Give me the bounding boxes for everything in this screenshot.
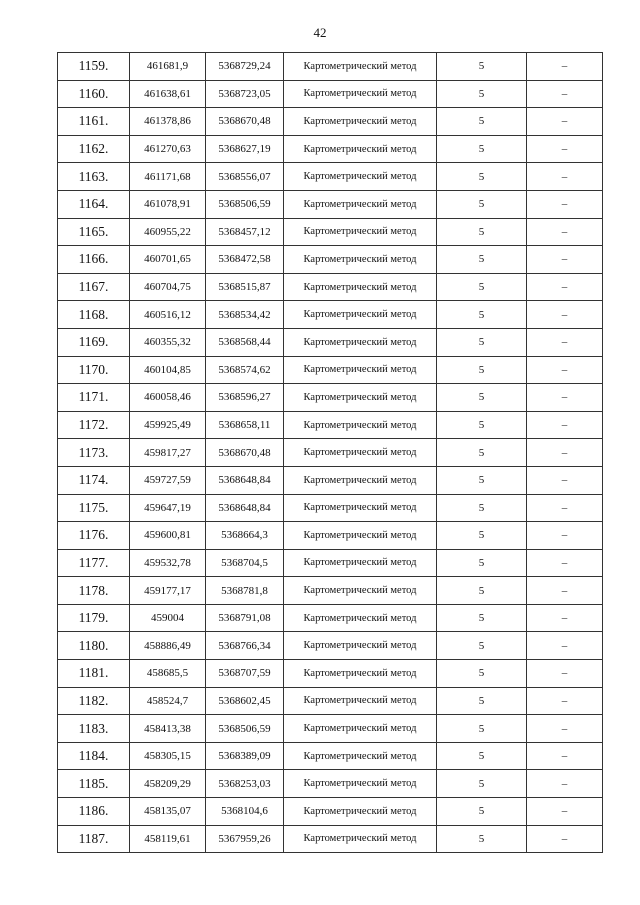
cell-coord-x: 461681,9 — [130, 53, 206, 81]
table-row — [58, 770, 603, 798]
cell-accuracy: 5 — [437, 384, 527, 412]
cell-note: – — [527, 108, 603, 136]
cell-accuracy: 5 — [437, 577, 527, 605]
cell-coord-x: 460955,22 — [130, 218, 206, 246]
cell-coord-y: 5368670,48 — [206, 108, 284, 136]
cell-coord-y: 5368704,5 — [206, 549, 284, 577]
table-row — [58, 301, 603, 329]
cell-note: – — [527, 135, 603, 163]
cell-method: Картометрический метод — [284, 411, 437, 439]
cell-accuracy: 5 — [437, 163, 527, 191]
cell-method: Картометрический метод — [284, 632, 437, 660]
cell-coord-x: 458119,61 — [130, 825, 206, 853]
cell-accuracy: 5 — [437, 715, 527, 743]
cell-note: – — [527, 384, 603, 412]
table-row — [58, 411, 603, 439]
table-row — [58, 577, 603, 605]
cell-accuracy: 5 — [437, 411, 527, 439]
table-row — [58, 549, 603, 577]
cell-note: – — [527, 328, 603, 356]
cell-note: – — [527, 163, 603, 191]
cell-note: – — [527, 356, 603, 384]
cell-point-number: 1164. — [58, 190, 130, 218]
cell-point-number: 1174. — [58, 466, 130, 494]
cell-coord-x: 459647,19 — [130, 494, 206, 522]
table-row — [58, 53, 603, 81]
cell-accuracy: 5 — [437, 273, 527, 301]
cell-method: Картометрический метод — [284, 218, 437, 246]
table-row — [58, 439, 603, 467]
cell-coord-y: 5368457,12 — [206, 218, 284, 246]
cell-coord-y: 5368506,59 — [206, 190, 284, 218]
cell-accuracy: 5 — [437, 494, 527, 522]
table-row — [58, 384, 603, 412]
cell-coord-x: 460704,75 — [130, 273, 206, 301]
table-row — [58, 135, 603, 163]
cell-method: Картометрический метод — [284, 742, 437, 770]
table-row — [58, 798, 603, 826]
cell-coord-x: 459177,17 — [130, 577, 206, 605]
cell-point-number: 1172. — [58, 411, 130, 439]
cell-method: Картометрический метод — [284, 522, 437, 550]
cell-method: Картометрический метод — [284, 825, 437, 853]
cell-coord-y: 5368506,59 — [206, 715, 284, 743]
cell-coord-y: 5368766,34 — [206, 632, 284, 660]
cell-point-number: 1169. — [58, 328, 130, 356]
cell-point-number: 1182. — [58, 687, 130, 715]
cell-coord-y: 5368627,19 — [206, 135, 284, 163]
cell-coord-x: 459004 — [130, 604, 206, 632]
table-row — [58, 632, 603, 660]
cell-point-number: 1186. — [58, 798, 130, 826]
cell-method: Картометрический метод — [284, 301, 437, 329]
cell-point-number: 1177. — [58, 549, 130, 577]
cell-note: – — [527, 549, 603, 577]
cell-point-number: 1159. — [58, 53, 130, 81]
cell-point-number: 1181. — [58, 660, 130, 688]
cell-coord-x: 459817,27 — [130, 439, 206, 467]
cell-note: – — [527, 53, 603, 81]
cell-coord-y: 5368781,8 — [206, 577, 284, 605]
cell-point-number: 1167. — [58, 273, 130, 301]
cell-note: – — [527, 715, 603, 743]
table-row — [58, 108, 603, 136]
cell-coord-x: 458524,7 — [130, 687, 206, 715]
cell-point-number: 1184. — [58, 742, 130, 770]
cell-coord-x: 459727,59 — [130, 466, 206, 494]
cell-point-number: 1165. — [58, 218, 130, 246]
cell-accuracy: 5 — [437, 549, 527, 577]
cell-accuracy: 5 — [437, 604, 527, 632]
cell-accuracy: 5 — [437, 687, 527, 715]
cell-accuracy: 5 — [437, 466, 527, 494]
cell-method: Картометрический метод — [284, 80, 437, 108]
cell-coord-y: 5368253,03 — [206, 770, 284, 798]
cell-accuracy: 5 — [437, 246, 527, 274]
cell-note: – — [527, 273, 603, 301]
cell-coord-y: 5368568,44 — [206, 328, 284, 356]
table-row — [58, 825, 603, 853]
cell-accuracy: 5 — [437, 80, 527, 108]
cell-coord-y: 5368648,84 — [206, 466, 284, 494]
cell-accuracy: 5 — [437, 798, 527, 826]
cell-coord-x: 458413,38 — [130, 715, 206, 743]
cell-method: Картометрический метод — [284, 687, 437, 715]
cell-coord-y: 5368648,84 — [206, 494, 284, 522]
cell-point-number: 1173. — [58, 439, 130, 467]
cell-method: Картометрический метод — [284, 273, 437, 301]
cell-coord-y: 5368534,42 — [206, 301, 284, 329]
cell-point-number: 1160. — [58, 80, 130, 108]
cell-point-number: 1161. — [58, 108, 130, 136]
cell-note: – — [527, 770, 603, 798]
cell-coord-y: 5368104,6 — [206, 798, 284, 826]
cell-coord-x: 458135,07 — [130, 798, 206, 826]
cell-accuracy: 5 — [437, 770, 527, 798]
table-row — [58, 522, 603, 550]
cell-method: Картометрический метод — [284, 53, 437, 81]
cell-note: – — [527, 660, 603, 688]
cell-accuracy: 5 — [437, 632, 527, 660]
cell-note: – — [527, 466, 603, 494]
cell-note: – — [527, 742, 603, 770]
cell-point-number: 1180. — [58, 632, 130, 660]
cell-coord-y: 5368472,58 — [206, 246, 284, 274]
cell-point-number: 1163. — [58, 163, 130, 191]
cell-note: – — [527, 632, 603, 660]
cell-method: Картометрический метод — [284, 108, 437, 136]
cell-coord-x: 461171,68 — [130, 163, 206, 191]
cell-accuracy: 5 — [437, 356, 527, 384]
cell-method: Картометрический метод — [284, 190, 437, 218]
coordinates-table-body — [58, 53, 603, 853]
cell-note: – — [527, 190, 603, 218]
cell-point-number: 1178. — [58, 577, 130, 605]
table-row — [58, 190, 603, 218]
cell-accuracy: 5 — [437, 328, 527, 356]
cell-point-number: 1171. — [58, 384, 130, 412]
cell-method: Картометрический метод — [284, 798, 437, 826]
cell-note: – — [527, 494, 603, 522]
cell-coord-x: 461078,91 — [130, 190, 206, 218]
cell-method: Картометрический метод — [284, 604, 437, 632]
cell-coord-y: 5368596,27 — [206, 384, 284, 412]
cell-note: – — [527, 687, 603, 715]
cell-coord-x: 459600,81 — [130, 522, 206, 550]
cell-method: Картометрический метод — [284, 466, 437, 494]
cell-accuracy: 5 — [437, 522, 527, 550]
cell-coord-x: 458209,29 — [130, 770, 206, 798]
table-row — [58, 218, 603, 246]
cell-point-number: 1183. — [58, 715, 130, 743]
cell-method: Картометрический метод — [284, 549, 437, 577]
cell-point-number: 1162. — [58, 135, 130, 163]
cell-coord-x: 460355,32 — [130, 328, 206, 356]
cell-accuracy: 5 — [437, 108, 527, 136]
cell-coord-x: 461638,61 — [130, 80, 206, 108]
cell-note: – — [527, 798, 603, 826]
cell-method: Картометрический метод — [284, 384, 437, 412]
cell-note: – — [527, 246, 603, 274]
cell-point-number: 1168. — [58, 301, 130, 329]
cell-method: Картометрический метод — [284, 577, 437, 605]
cell-coord-y: 5367959,26 — [206, 825, 284, 853]
coordinates-table — [57, 52, 603, 853]
cell-coord-x: 461270,63 — [130, 135, 206, 163]
cell-coord-y: 5368602,45 — [206, 687, 284, 715]
cell-point-number: 1179. — [58, 604, 130, 632]
table-row — [58, 356, 603, 384]
cell-note: – — [527, 301, 603, 329]
cell-method: Картометрический метод — [284, 439, 437, 467]
cell-coord-y: 5368664,3 — [206, 522, 284, 550]
table-row — [58, 742, 603, 770]
cell-method: Картометрический метод — [284, 328, 437, 356]
cell-method: Картометрический метод — [284, 660, 437, 688]
table-row — [58, 466, 603, 494]
cell-note: – — [527, 80, 603, 108]
cell-accuracy: 5 — [437, 218, 527, 246]
cell-note: – — [527, 577, 603, 605]
cell-coord-y: 5368556,07 — [206, 163, 284, 191]
cell-coord-x: 459925,49 — [130, 411, 206, 439]
cell-method: Картометрический метод — [284, 246, 437, 274]
cell-coord-x: 460104,85 — [130, 356, 206, 384]
cell-coord-x: 458886,49 — [130, 632, 206, 660]
cell-note: – — [527, 825, 603, 853]
cell-coord-y: 5368389,09 — [206, 742, 284, 770]
table-row — [58, 660, 603, 688]
cell-note: – — [527, 439, 603, 467]
cell-method: Картометрический метод — [284, 356, 437, 384]
cell-accuracy: 5 — [437, 190, 527, 218]
cell-note: – — [527, 522, 603, 550]
cell-coord-x: 461378,86 — [130, 108, 206, 136]
cell-point-number: 1187. — [58, 825, 130, 853]
cell-accuracy: 5 — [437, 825, 527, 853]
table-row — [58, 246, 603, 274]
table-row — [58, 163, 603, 191]
cell-method: Картометрический метод — [284, 494, 437, 522]
cell-method: Картометрический метод — [284, 770, 437, 798]
cell-accuracy: 5 — [437, 53, 527, 81]
cell-coord-x: 458305,15 — [130, 742, 206, 770]
cell-coord-y: 5368729,24 — [206, 53, 284, 81]
cell-coord-x: 459532,78 — [130, 549, 206, 577]
table-row — [58, 604, 603, 632]
cell-point-number: 1175. — [58, 494, 130, 522]
cell-point-number: 1170. — [58, 356, 130, 384]
cell-note: – — [527, 218, 603, 246]
cell-point-number: 1166. — [58, 246, 130, 274]
cell-method: Картометрический метод — [284, 715, 437, 743]
cell-method: Картометрический метод — [284, 163, 437, 191]
cell-accuracy: 5 — [437, 301, 527, 329]
table-row — [58, 328, 603, 356]
cell-accuracy: 5 — [437, 439, 527, 467]
cell-coord-y: 5368574,62 — [206, 356, 284, 384]
cell-coord-x: 460058,46 — [130, 384, 206, 412]
cell-note: – — [527, 604, 603, 632]
cell-coord-y: 5368791,08 — [206, 604, 284, 632]
cell-method: Картометрический метод — [284, 135, 437, 163]
cell-point-number: 1176. — [58, 522, 130, 550]
cell-note: – — [527, 411, 603, 439]
table-row — [58, 715, 603, 743]
cell-coord-y: 5368658,11 — [206, 411, 284, 439]
cell-coord-y: 5368670,48 — [206, 439, 284, 467]
cell-coord-x: 460701,65 — [130, 246, 206, 274]
table-row — [58, 273, 603, 301]
table-row — [58, 80, 603, 108]
cell-coord-y: 5368723,05 — [206, 80, 284, 108]
table-row — [58, 687, 603, 715]
cell-coord-y: 5368707,59 — [206, 660, 284, 688]
table-row — [58, 494, 603, 522]
cell-coord-y: 5368515,87 — [206, 273, 284, 301]
cell-coord-x: 458685,5 — [130, 660, 206, 688]
cell-accuracy: 5 — [437, 660, 527, 688]
page-number: 42 — [313, 25, 327, 40]
cell-coord-x: 460516,12 — [130, 301, 206, 329]
cell-accuracy: 5 — [437, 742, 527, 770]
cell-accuracy: 5 — [437, 135, 527, 163]
cell-point-number: 1185. — [58, 770, 130, 798]
